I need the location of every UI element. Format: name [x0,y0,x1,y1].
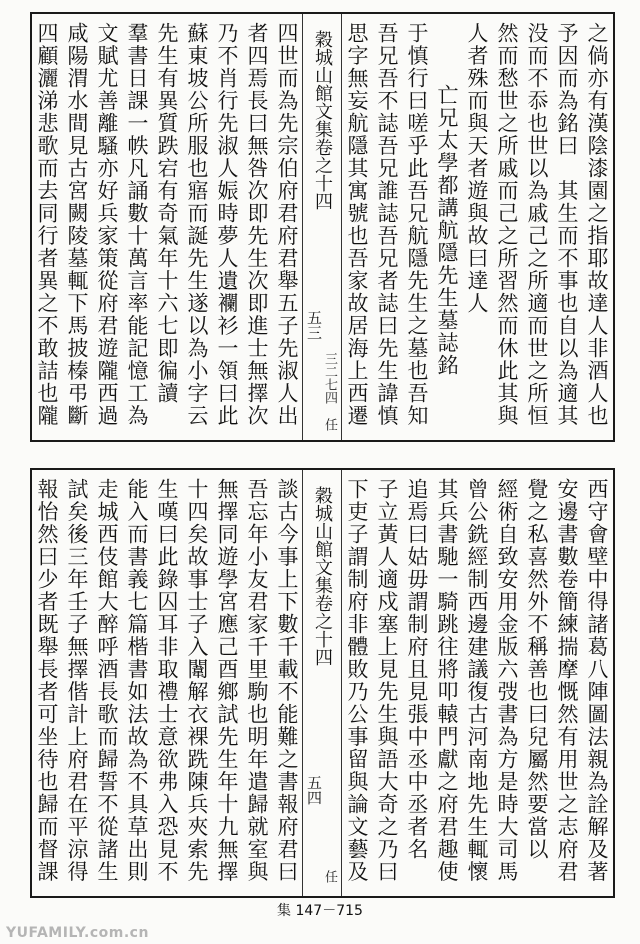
text-column: 者四焉長曰無咎次即先生次即進士無擇次 [245,22,269,427]
margin-mark: 任 [322,870,337,883]
text-column: 思字無妄航隱其寓號也吾家故居海上西遷 [345,22,369,427]
margin-mark: 任 [322,418,337,431]
text-column: 羣書日課一帙凡誦數十萬言率能記憶工為 [125,22,149,427]
text-column: 没而不忝也世以為戚己之所適而世之所恒 [525,22,549,427]
text-column: 報怡然曰少者既舉長者可坐待也歸而督課 [35,478,59,883]
text-column: 經術自致安用金版六弢書為方是時大司馬 [495,478,519,883]
text-column: 試矣後三年壬子無擇偕計上府君在平涼得 [65,478,89,883]
text-column: 西守會壁中得諸葛八陣圖法親為詮解及著 [585,478,609,883]
text-column: 蘇東坡公所服也寤而誕先生遂以為小字云 [185,22,209,427]
text-column: 文賦尤善離騷亦好兵家策從府君遊隴西過 [95,22,119,427]
text-column: 吾忘年小友君家千里駒也明年遣歸就室與 [245,478,269,883]
text-column: 下吏子謂制府非體敗乃公事留與論文藝及 [345,478,369,883]
epitaph-title: 亡兄太學都講航隱先生墓誌銘 [435,84,459,377]
page-panel-lower [30,468,615,898]
margin-mark: 三二七四 [322,352,337,404]
text-column: 生嘆曰此錄囚耳非取禮士意欲弗入恐見不 [155,478,179,883]
text-column: 乃不肖行先淑人娠時夢人遺襴衫一領曰此 [215,22,239,427]
text-column: 談古今事上下數千載不能難之書報府君曰 [275,478,299,883]
text-column: 先生有異質跌宕有奇氣年十六七即徧讀 [155,22,179,405]
running-header: 穀城山館文集卷之十四 [312,30,333,210]
page-number: 五四 [305,775,323,805]
running-header: 穀城山館文集卷之十四 [312,486,333,666]
text-column: 追焉曰姑毋謂制府且見張中丞中丞者名 [405,478,429,861]
text-column: 然而愁世之所戚而己之所習然而休此其與 [495,22,519,427]
header-column [302,470,342,896]
text-column: 四顧灑涕悲歌而去同行者異之不敢詰也隴 [35,22,59,427]
text-column: 無擇同遊學宮應己酉鄉試先生年十九無擇 [215,478,239,883]
text-column: 其兵書馳一騎跳往將叩轅門獻之府君趣使 [435,478,459,883]
page-panel-upper [30,12,615,442]
text-column: 曾公銑經制西邊建議復古河南地先生輒懷 [465,478,489,883]
text-column: 予因而為銘曰 其生而不事也自以為適其 [555,22,579,427]
text-column: 安邊書數卷簡練揣摩慨然有用世之志府君 [555,478,579,883]
text-column: 子立黃人適戍塞上見先生與語大奇之乃曰 [375,478,399,883]
text-column: 人者殊而與天者遊與故曰達人 [465,22,489,315]
volume-page-reference: 集 147－715 [277,903,363,919]
page-number: 五三 [305,310,323,340]
watermark: YUFAMILY.com.cn [6,925,149,941]
text-column: 吾兄吾不誌吾兄誰誌吾兄者誌曰先生諱慎 [375,22,399,427]
text-column: 四世而為先宗伯府君府君舉五子先淑人出 [275,22,299,427]
text-column: 于慎行曰嗟乎此吾兄航隱先生之墓也吾知 [405,22,429,427]
text-column: 覺之私喜然外不稱善也曰兒屬然要當以 [525,478,549,861]
text-column: 十四矣故事士子入闈解衣裸跣陳兵夾索先 [185,478,209,883]
text-column: 之倘亦有漢陰漆園之指耶故達人非酒人也 [585,22,609,427]
text-column: 咸陽渭水間見古宮闕陵墓輒下馬披榛弔斷 [65,22,89,427]
header-column [302,14,342,440]
text-column: 能入而書義七篇楷書如法故為不具草出則 [125,478,149,883]
text-column: 走城西伎館大醉呼酒長歌而歸誓不從諸生 [95,478,119,883]
